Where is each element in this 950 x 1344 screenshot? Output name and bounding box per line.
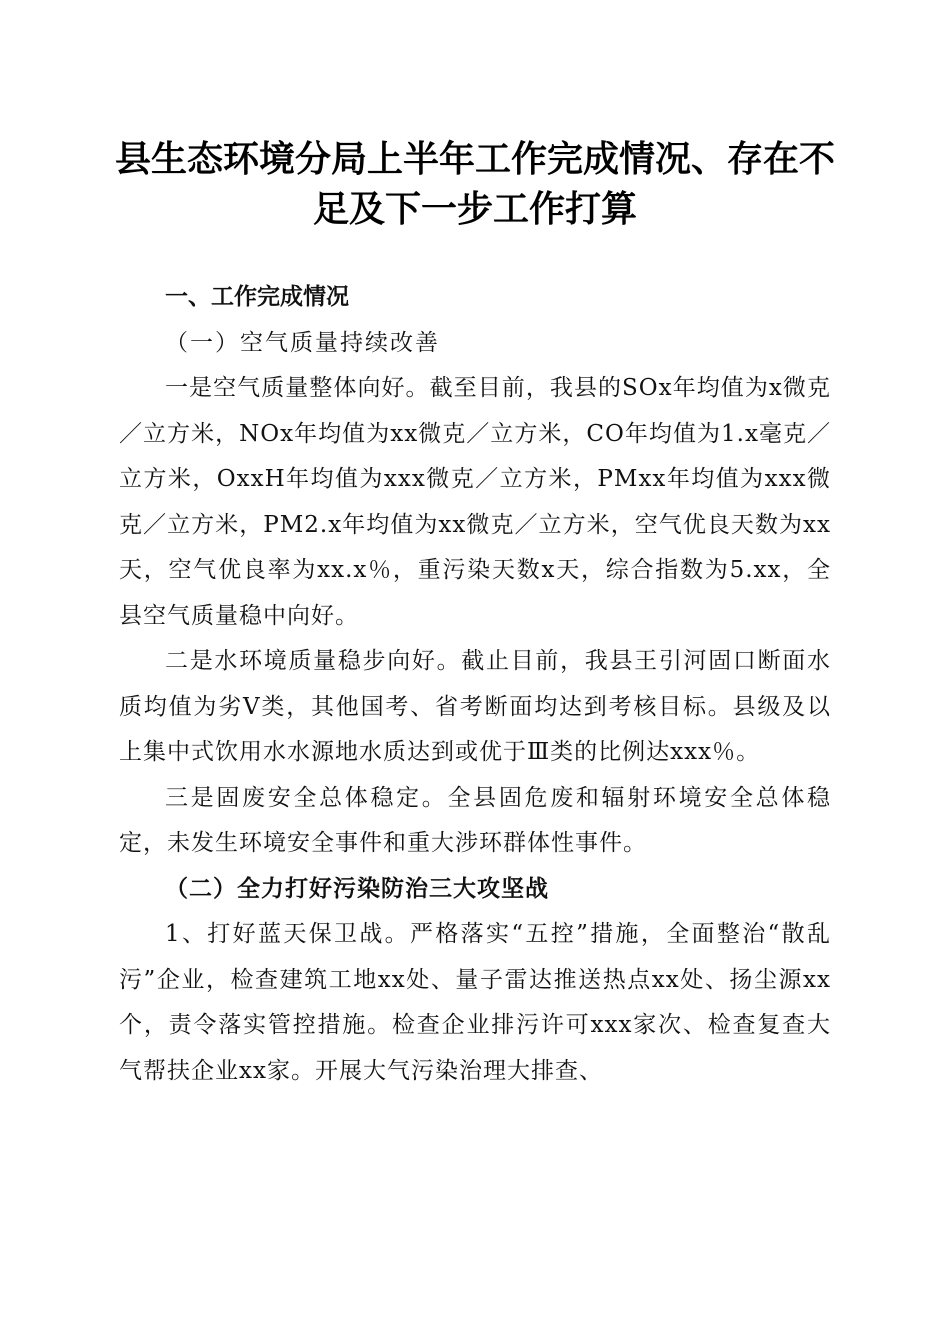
document-body bbox=[119, 275, 831, 1094]
paragraph-solid-waste: 三是固废安全总体稳定。全县固危废和辐射环境安全总体稳定，未发生环境安全事件和重大涉环群体性事件。 bbox=[119, 784, 831, 856]
subsection-heading-pollution-control: （二）全力打好污染防治三大攻坚战 bbox=[165, 875, 549, 902]
subsection-heading-air-quality: （一）空气质量持续改善 bbox=[165, 329, 440, 356]
paragraph-water-quality: 二是水环境质量稳步向好。截止目前，我县王引河固口断面水质均值为劣Ⅴ类，其他国考、省考断面均达到考核目标。县级及以上集中式饮用水水源地水质达到或优于Ⅲ类的比例达xxx％。 bbox=[119, 648, 831, 765]
section-heading-work-completion: 一、工作完成情况 bbox=[165, 284, 349, 310]
paragraph-blue-sky: 1、打好蓝天保卫战。严格落实“五控”措施，全面整治“散乱污”企业，检查建筑工地xx处、量子雷达推送热点xx处、扬尘源xx个，责令落实管控措施。检查企业排污许可xxx家次、检查复查大气帮扶企业xx家。开展大气污染治理大排查、 bbox=[119, 921, 831, 1084]
document-title: 县生态环境分局上半年工作完成情况、存在不足及下一步工作打算 bbox=[114, 138, 835, 230]
paragraph-air-quality: 一是空气质量整体向好。截至目前，我县的SOx年均值为x微克／立方米，NOx年均值为xx微克／立方米，CO年均值为1.x毫克／立方米，OxxH年均值为xxx微克／立方米，PMxx年均值为xxx微克／立方米，PM2.x年均值为xx微克／立方米，空气优良天数为xx天，空气优良率为xx.x％，重污染天数x天，综合指数为5.xx，全县空气质量稳中向好。 bbox=[119, 375, 831, 629]
